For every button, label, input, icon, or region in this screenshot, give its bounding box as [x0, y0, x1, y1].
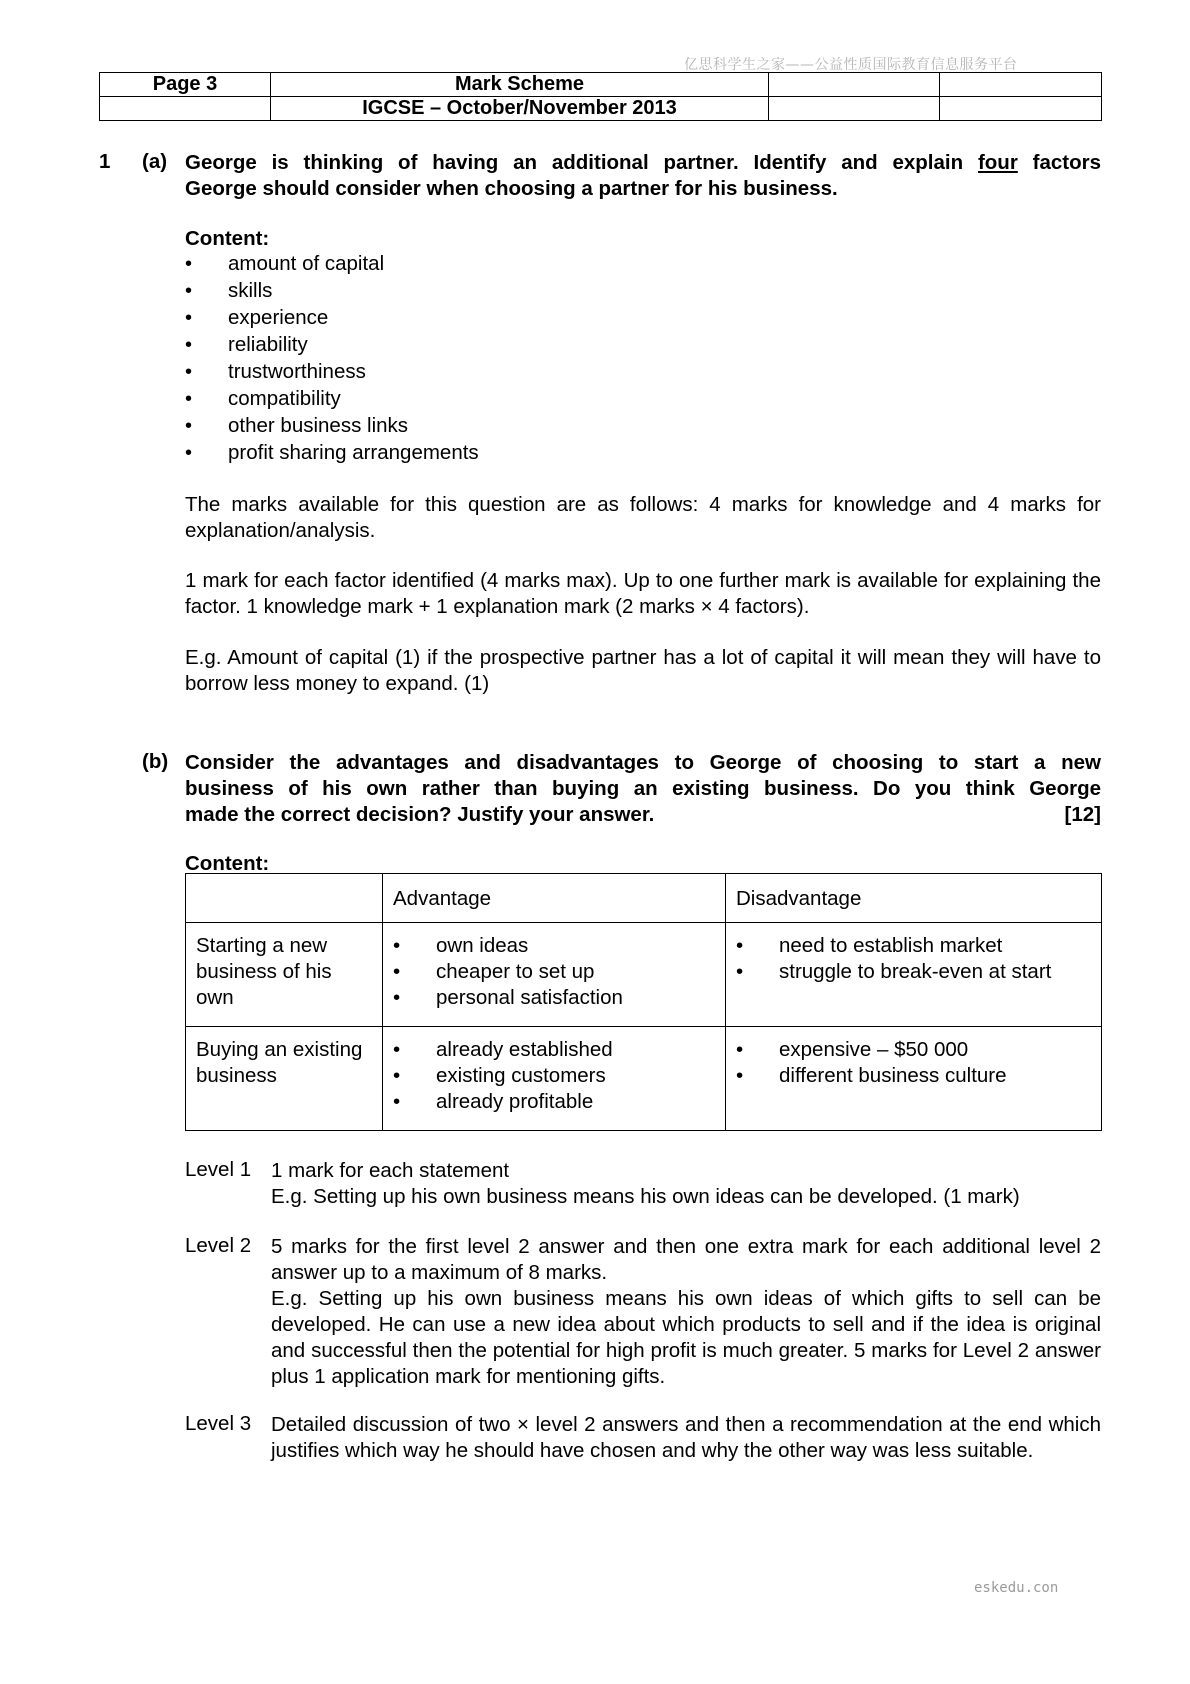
- part-b-content-heading: Content:: [185, 852, 270, 875]
- table-row: [186, 923, 1102, 1027]
- row-label: Starting a new business of his own: [186, 923, 383, 1027]
- list-item: • struggle to break-even at start: [736, 959, 1091, 985]
- syllabus-title: IGCSE – October/November 2013: [271, 97, 769, 121]
- level-2-label: Level 2: [185, 1234, 252, 1257]
- list-item: • expensive – $50 000: [736, 1037, 1091, 1063]
- part-b-question: Consider the advantages and disadvantages to George of choosing to start a new business of his own rather than buying an existing business. Do you think George made the correct decision? Justify your answer. [12]: [185, 751, 1101, 826]
- part-b-marks: [12]: [1064, 803, 1101, 826]
- page-number: Page 3: [100, 73, 271, 97]
- table-header-disadvantage: Disadvantage: [726, 874, 1102, 923]
- table-header-empty: [186, 874, 383, 923]
- question-number: 1: [99, 150, 111, 173]
- disadvantages-list: [736, 1037, 1091, 1089]
- document-title: Mark Scheme: [271, 73, 769, 97]
- part-a-marks-paragraph: The marks available for this question are as follows: 4 marks for knowledge and 4 marks for explanation/analysis.: [185, 493, 1101, 542]
- list-item: • already established: [393, 1037, 715, 1063]
- level-3-text: Detailed discussion of two × level 2 answers and then a recommendation at the end which justifies which way he should have chosen and why the other way was less suitable.: [271, 1413, 1101, 1462]
- header-empty-cell: [769, 73, 940, 97]
- list-item: • trustworthiness: [185, 359, 479, 386]
- list-item: • personal satisfaction: [393, 985, 715, 1011]
- list-item: • profit sharing arrangements: [185, 440, 479, 467]
- watermark-bottom: eskedu.con: [974, 1580, 1059, 1596]
- part-a-factor-list: [185, 251, 479, 467]
- list-item: • amount of capital: [185, 251, 479, 278]
- part-a-content-heading: Content:: [185, 227, 270, 250]
- part-a-example-paragraph: E.g. Amount of capital (1) if the prospective partner has a lot of capital it will mean they will have to borrow less money to expand. (1): [185, 646, 1101, 695]
- list-item: • own ideas: [393, 933, 715, 959]
- advantages-table: [185, 873, 1102, 1131]
- list-item: • already profitable: [393, 1089, 715, 1115]
- list-item: • reliability: [185, 332, 479, 359]
- part-b-label: (b): [142, 750, 169, 773]
- list-item: • other business links: [185, 413, 479, 440]
- header-table: [99, 72, 1102, 121]
- header-empty-cell: [940, 73, 1102, 97]
- disadvantages-list: [736, 933, 1091, 985]
- table-row: [186, 1027, 1102, 1131]
- watermark-top: 亿思科学生之家——公益性质国际教育信息服务平台: [684, 57, 1018, 73]
- advantages-list: [393, 933, 715, 1011]
- level-1-label: Level 1: [185, 1158, 252, 1181]
- list-item: • experience: [185, 305, 479, 332]
- list-item: • existing customers: [393, 1063, 715, 1089]
- list-item: • different business culture: [736, 1063, 1091, 1089]
- level-3-label: Level 3: [185, 1412, 252, 1435]
- header-empty-cell: [769, 97, 940, 121]
- advantages-list: [393, 1037, 715, 1115]
- list-item: • skills: [185, 278, 479, 305]
- row-label: Buying an existing business: [186, 1027, 383, 1131]
- level-2-text: 5 marks for the first level 2 answer and then one extra mark for each additional level 2 answer up to a maximum of 8 marks. E.g. Setting up his own business means his own ideas of which gifts to sell can be developed. He can use a new idea about which products to sell and if the idea is original and successful then the potential for high profit is much greater. 5 marks for Level 2 answer plus 1 application mark for mentioning gifts.: [271, 1235, 1101, 1388]
- part-a-label: (a): [142, 150, 168, 173]
- part-a-question: George is thinking of having an additional partner. Identify and explain four factors George should consider when choosing a partner for his business.: [185, 151, 1101, 200]
- list-item: • cheaper to set up: [393, 959, 715, 985]
- header-empty-cell: [100, 97, 271, 121]
- header-empty-cell: [940, 97, 1102, 121]
- list-item: • need to establish market: [736, 933, 1091, 959]
- part-a-factor-paragraph: 1 mark for each factor identified (4 marks max). Up to one further mark is available for explaining the factor. 1 knowledge mark + 1 explanation mark (2 marks × 4 factors).: [185, 569, 1101, 618]
- table-header-advantage: Advantage: [383, 874, 726, 923]
- list-item: • compatibility: [185, 386, 479, 413]
- level-1-text: 1 mark for each statement E.g. Setting up his own business means his own ideas can be developed. (1 mark): [271, 1159, 1020, 1208]
